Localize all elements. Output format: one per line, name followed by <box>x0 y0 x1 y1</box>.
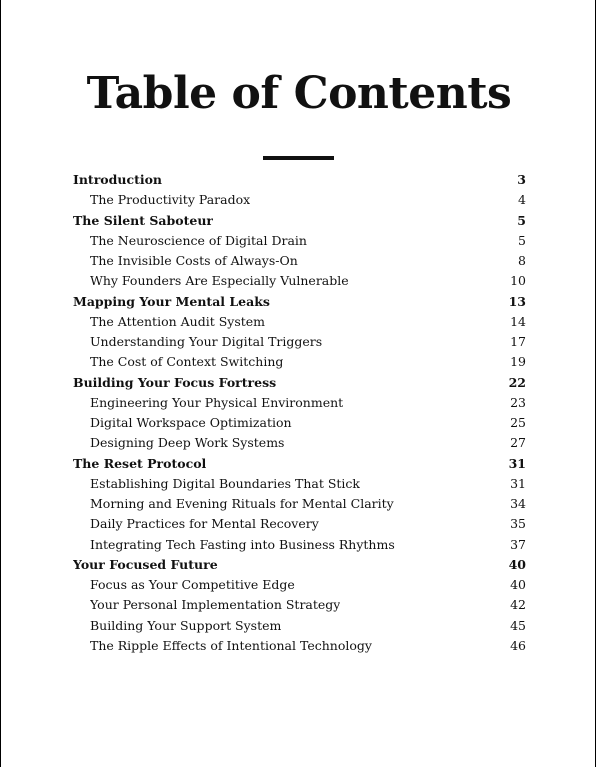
toc-section-entry[interactable] <box>73 332 526 352</box>
toc-entry-page-number: 22 <box>508 374 526 390</box>
toc-entry-title: Digital Workspace Optimization <box>90 415 292 430</box>
toc-entry-page-number: 5 <box>518 232 526 248</box>
toc-entry-title: The Invisible Costs of Always-On <box>90 253 298 268</box>
toc-section-entry[interactable] <box>73 231 526 251</box>
toc-section-entry[interactable] <box>73 271 526 291</box>
toc-section-entry[interactable] <box>73 413 526 433</box>
toc-chapter-entry[interactable] <box>73 170 526 190</box>
toc-chapter-entry[interactable] <box>73 211 526 231</box>
toc-entry-page-number: 45 <box>510 617 526 633</box>
toc-entry-title: Why Founders Are Especially Vulnerable <box>90 273 349 289</box>
toc-entry-page-number: 17 <box>510 334 526 349</box>
toc-entry-page-number: 8 <box>518 253 526 268</box>
toc-section-entry[interactable] <box>73 352 526 372</box>
toc-section-entry[interactable] <box>73 312 526 332</box>
toc-section-entry[interactable] <box>73 636 526 656</box>
toc-entry-title: Mapping Your Mental Leaks <box>73 293 270 309</box>
toc-entry-page-number: 13 <box>508 293 526 309</box>
toc-entry-title: Building Your Support System <box>90 617 282 633</box>
toc-section-entry[interactable] <box>73 494 526 514</box>
toc-entry-page-number: 31 <box>510 475 526 491</box>
page-title: Table of Contents <box>86 68 512 119</box>
toc-entry-page-number: 10 <box>510 273 526 289</box>
toc-chapter-entry[interactable] <box>73 555 526 575</box>
toc-entry-title: Integrating Tech Fasting into Business Rhythms <box>90 536 395 552</box>
toc-entry-title: The Neuroscience of Digital Drain <box>90 232 307 248</box>
toc-entry-page-number: 5 <box>517 212 526 228</box>
toc-section-entry[interactable] <box>73 251 526 271</box>
toc-entry-title: The Cost of Context Switching <box>90 354 284 370</box>
toc-section-entry[interactable] <box>73 616 526 636</box>
toc-section-entry[interactable] <box>73 190 526 210</box>
toc-entry-page-number: 42 <box>510 597 526 613</box>
toc-entry-title: Your Personal Implementation Strategy <box>90 597 341 613</box>
toc-section-entry[interactable] <box>73 595 526 615</box>
toc-entry-page-number: 27 <box>510 435 526 451</box>
toc-entry-title: Daily Practices for Mental Recovery <box>90 516 319 532</box>
toc-chapter-entry[interactable] <box>73 373 526 393</box>
toc-chapter-entry[interactable] <box>73 454 526 474</box>
toc-entry-title: The Productivity Paradox <box>90 192 251 208</box>
toc-entry-title: The Reset Protocol <box>73 455 207 471</box>
toc-entry-title: Engineering Your Physical Environment <box>90 394 344 410</box>
toc-entry-page-number: 31 <box>508 455 526 471</box>
toc-chapter-entry[interactable] <box>73 292 526 312</box>
toc-entry-page-number: 14 <box>510 313 526 329</box>
toc-entry-page-number: 37 <box>510 536 526 552</box>
title-divider <box>263 156 334 160</box>
toc-entry-page-number: 46 <box>510 637 526 653</box>
toc-entry-title: Establishing Digital Boundaries That Stick <box>90 475 360 491</box>
toc-entry-page-number: 4 <box>518 192 526 208</box>
toc-entry-page-number: 23 <box>510 394 526 410</box>
toc-entry-title: The Silent Saboteur <box>73 212 213 228</box>
toc-entry-page-number: 25 <box>510 415 526 430</box>
toc-entry-title: Your Focused Future <box>73 556 218 572</box>
toc-section-entry[interactable] <box>73 474 526 494</box>
toc-entry-title: Understanding Your Digital Triggers <box>90 334 323 349</box>
toc-entry-page-number: 3 <box>517 172 526 187</box>
toc-section-entry[interactable] <box>73 393 526 413</box>
toc-entry-page-number: 34 <box>510 496 526 511</box>
toc-entry-title: Focus as Your Competitive Edge <box>90 577 295 592</box>
toc-entry-page-number: 40 <box>508 556 526 572</box>
toc-entry-title: Introduction <box>73 172 163 187</box>
toc-entry-page-number: 19 <box>510 354 526 370</box>
toc-entry-page-number: 35 <box>510 516 526 532</box>
toc-entry-title: The Ripple Effects of Intentional Technology <box>90 637 372 653</box>
toc-section-entry[interactable] <box>73 433 526 453</box>
toc-section-entry[interactable] <box>73 575 526 595</box>
toc-entry-title: Morning and Evening Rituals for Mental Clarity <box>90 496 394 511</box>
toc-entry-page-number: 40 <box>510 577 526 592</box>
toc-list <box>73 170 526 656</box>
toc-section-entry[interactable] <box>73 535 526 555</box>
toc-entry-title: The Attention Audit System <box>90 313 266 329</box>
toc-entry-title: Building Your Focus Fortress <box>73 374 277 390</box>
toc-section-entry[interactable] <box>73 514 526 534</box>
toc-entry-title: Designing Deep Work Systems <box>90 435 285 451</box>
